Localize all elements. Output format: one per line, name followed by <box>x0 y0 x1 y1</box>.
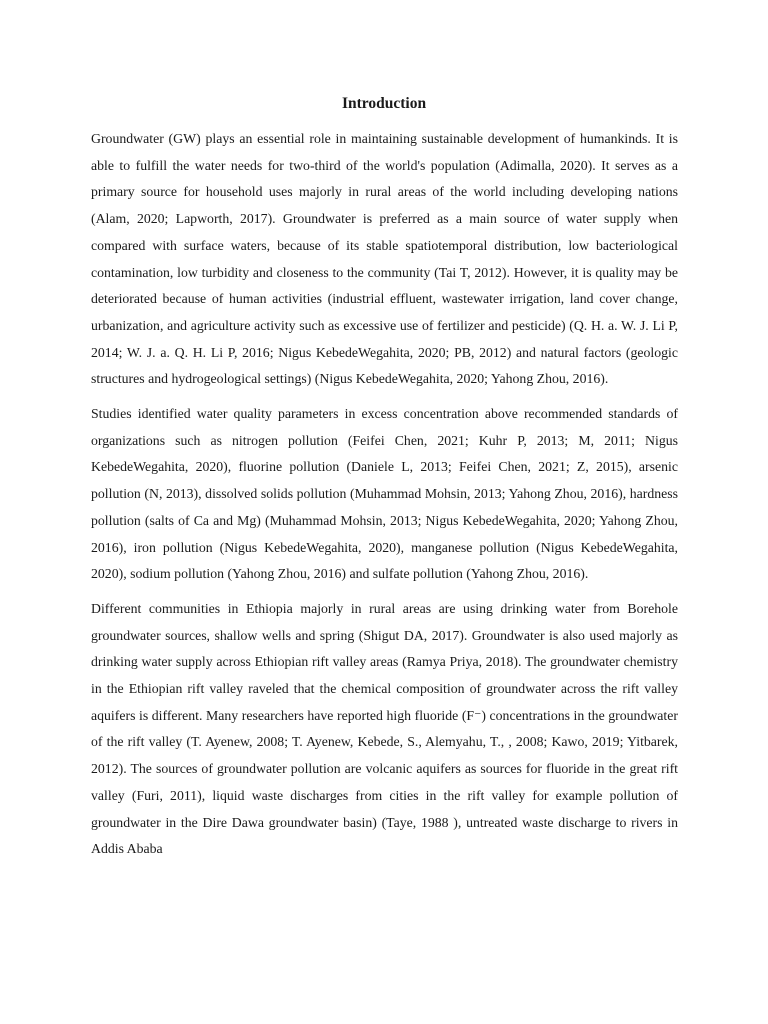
paragraph-1: Groundwater (GW) plays an essential role in maintaining sustainable development of humankinds. It is able to fulfill the water needs for two-third of the world's population (Adimalla, 2020). It serves as a primary source for household uses majorly in rural areas of the world including developing nations (Alam, 2020; Lapworth, 2017). Groundwater is preferred as a main source of water supply when compared with surface waters, because of its stable spatiotemporal distribution, low bacteriological contamination, low turbidity and closeness to the community (Tai T, 2012). However, it is quality may be deteriorated because of human activities (industrial effluent, wastewater irrigation, land cover change, urbanization, and agriculture activity such as excessive use of fertilizer and pesticide) (Q. H. a. W. J. Li P, 2014; W. J. a. Q. H. Li P, 2016; Nigus KebedeWegahita, 2020; PB, 2012) and natural factors (geologic structures and hydrogeological settings) (Nigus KebedeWegahita, 2020; Yahong Zhou, 2016). <box>91 131 678 387</box>
section-heading: Introduction <box>341 95 427 112</box>
paragraph-2: Studies identified water quality parameters in excess concentration above recommended standards of organizations such as nitrogen pollution (Feifei Chen, 2021; Kuhr P, 2013; M, 2011; Nigus KebedeWegahita, 2020), fluorine pollution (Daniele L, 2013; Feifei Chen, 2021; Z, 2015), arsenic pollution (N, 2013), dissolved solids pollution (Muhammad Mohsin, 2013; Yahong Zhou, 2016), hardness pollution (salts of Ca and Mg) (Muhammad Mohsin, 2013; Nigus KebedeWegahita, 2020; Yahong Zhou, 2016), iron pollution (Nigus KebedeWegahita, 2020), manganese pollution (Nigus KebedeWegahita, 2020), sodium pollution (Yahong Zhou, 2016) and sulfate pollution (Yahong Zhou, 2016). <box>91 406 678 582</box>
body-text <box>91 126 678 871</box>
paragraph-3: Different communities in Ethiopia majorly in rural areas are using drinking water from Borehole groundwater sources, shallow wells and spring (Shigut DA, 2017). Groundwater is also used majorly as drinking water supply across Ethiopian rift valley areas (Ramya Priya, 2018). The groundwater chemistry in the Ethiopian rift valley raveled that the chemical composition of groundwater across the rift valley aquifers is different. Many researchers have reported high fluoride (F⁻) concentrations in the groundwater of the rift valley (T. Ayenew, 2008; T. Ayenew, Kebede, S., Alemyahu, T., , 2008; Kawo, 2019; Yitbarek, 2012). The sources of groundwater pollution are volcanic aquifers as sources for fluoride in the great rift valley (Furi, 2011), liquid waste discharges from cities in the rift valley for example pollution of groundwater in the Dire Dawa groundwater basin) (Taye, 1988 ), untreated waste discharge to rivers in Addis Ababa <box>91 600 678 857</box>
